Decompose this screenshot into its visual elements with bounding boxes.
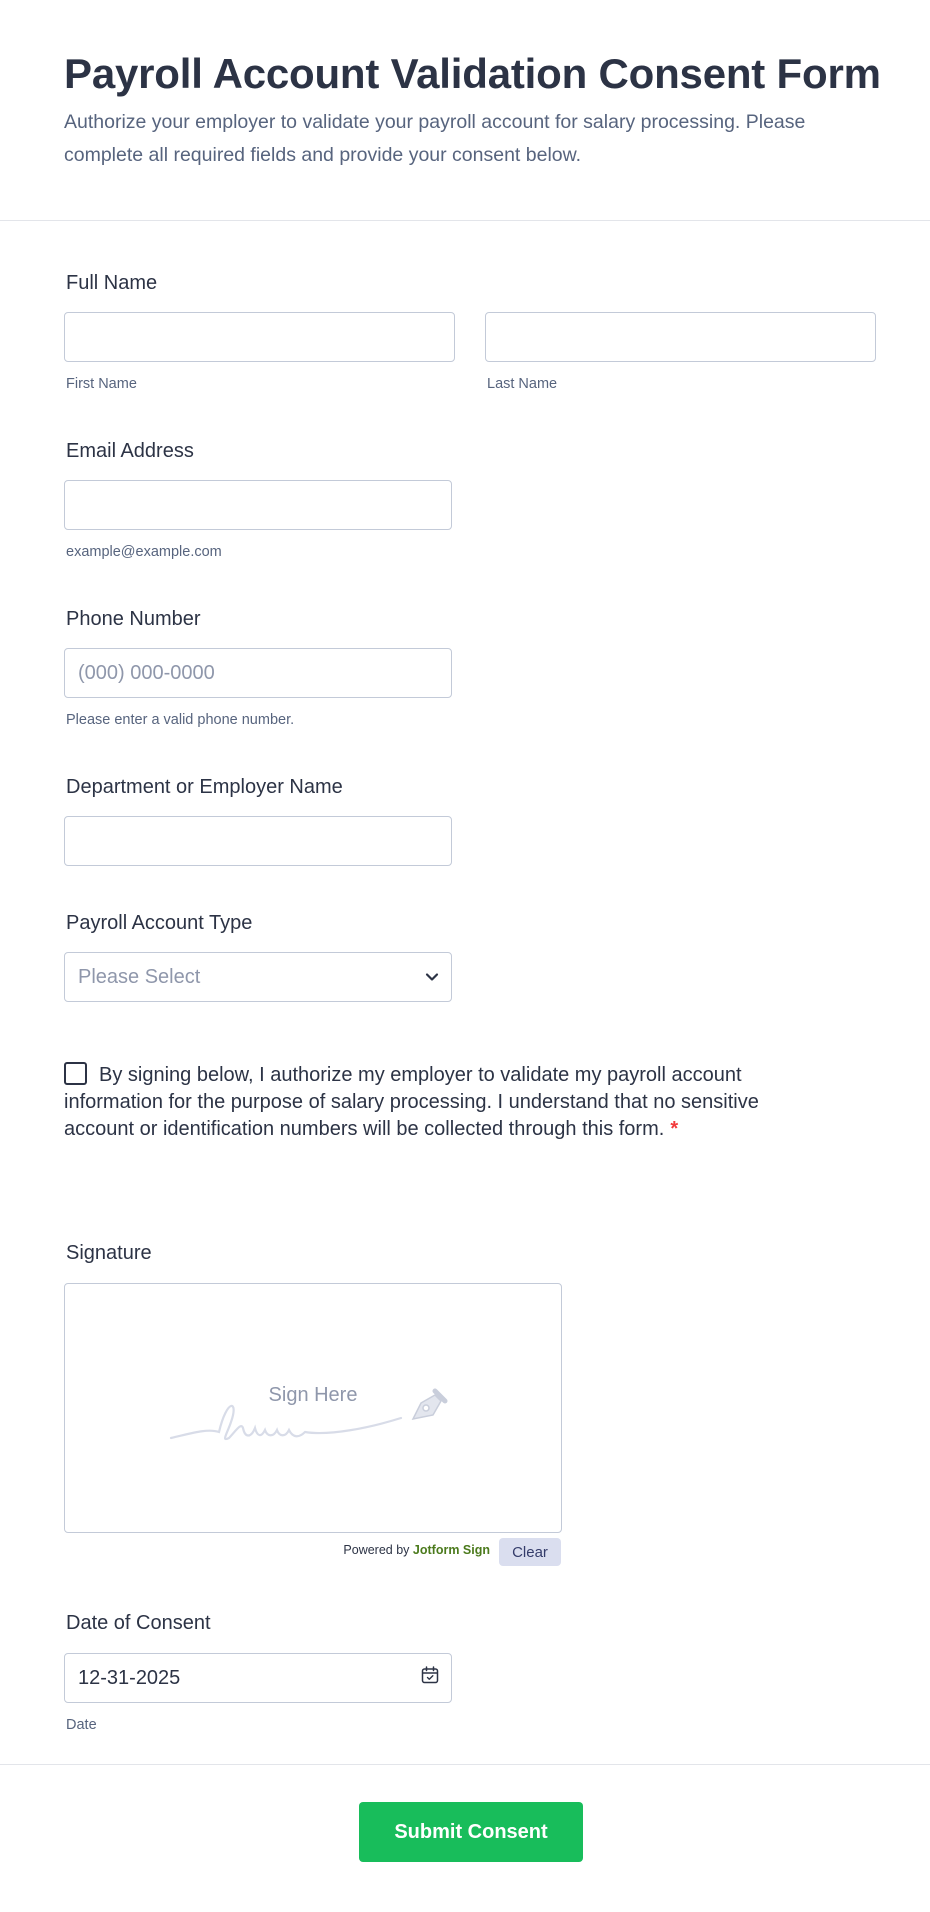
date-sublabel: Date bbox=[66, 1717, 97, 1733]
page-title: Payroll Account Validation Consent Form bbox=[64, 50, 881, 97]
powered-by-text: Powered by bbox=[343, 1543, 410, 1557]
signature-label: Signature bbox=[66, 1242, 152, 1264]
last-name-sublabel: Last Name bbox=[487, 376, 558, 392]
phone-label: Phone Number bbox=[66, 608, 201, 630]
sign-here-placeholder: Sign Here bbox=[268, 1384, 358, 1406]
date-input[interactable] bbox=[64, 1653, 452, 1703]
department-label: Department or Employer Name bbox=[66, 776, 343, 798]
date-label: Date of Consent bbox=[66, 1612, 211, 1634]
first-name-sublabel: First Name bbox=[66, 376, 137, 392]
consent-statement bbox=[64, 1062, 804, 1143]
jotform-sign-link[interactable]: Jotform Sign bbox=[412, 1543, 490, 1557]
consent-checkbox[interactable] bbox=[64, 1062, 87, 1085]
signature-pad[interactable] bbox=[64, 1283, 562, 1533]
phone-placeholder: (000) 000-0000 bbox=[78, 661, 215, 684]
calendar-icon[interactable] bbox=[421, 1666, 439, 1690]
last-name-input[interactable] bbox=[485, 312, 876, 362]
account-type-selected: Please Select bbox=[78, 965, 201, 988]
account-type-select[interactable] bbox=[64, 952, 452, 1002]
submit-button[interactable]: Submit Consent bbox=[359, 1802, 583, 1862]
account-type-label: Payroll Account Type bbox=[66, 912, 253, 934]
powered-by bbox=[343, 1543, 490, 1557]
consent-text: By signing below, I authorize my employer to validate my payroll account information for the purpose of salary processing. I understand that no sensitive account or identification numbers will be collected through this form. bbox=[64, 1064, 759, 1140]
full-name-label: Full Name bbox=[66, 272, 158, 294]
date-value: 12-31-2025 bbox=[78, 1666, 181, 1689]
chevron-down-icon bbox=[425, 966, 439, 989]
department-input[interactable] bbox=[64, 816, 452, 866]
first-name-input[interactable] bbox=[64, 312, 455, 362]
email-label: Email Address bbox=[66, 440, 194, 462]
pen-nib-icon bbox=[407, 1381, 455, 1434]
phone-sublabel: Please enter a valid phone number. bbox=[66, 712, 295, 728]
email-sublabel: example@example.com bbox=[66, 544, 222, 560]
required-marker: * bbox=[670, 1118, 679, 1140]
clear-signature-button[interactable]: Clear bbox=[499, 1538, 561, 1566]
email-input[interactable] bbox=[64, 480, 452, 530]
page-subtitle: Authorize your employer to validate your payroll account for salary processing. Please complete all required fields and provide your consent below. bbox=[64, 111, 806, 166]
footer-divider bbox=[0, 1764, 930, 1765]
phone-input[interactable] bbox=[64, 648, 452, 698]
form-header bbox=[0, 0, 930, 221]
